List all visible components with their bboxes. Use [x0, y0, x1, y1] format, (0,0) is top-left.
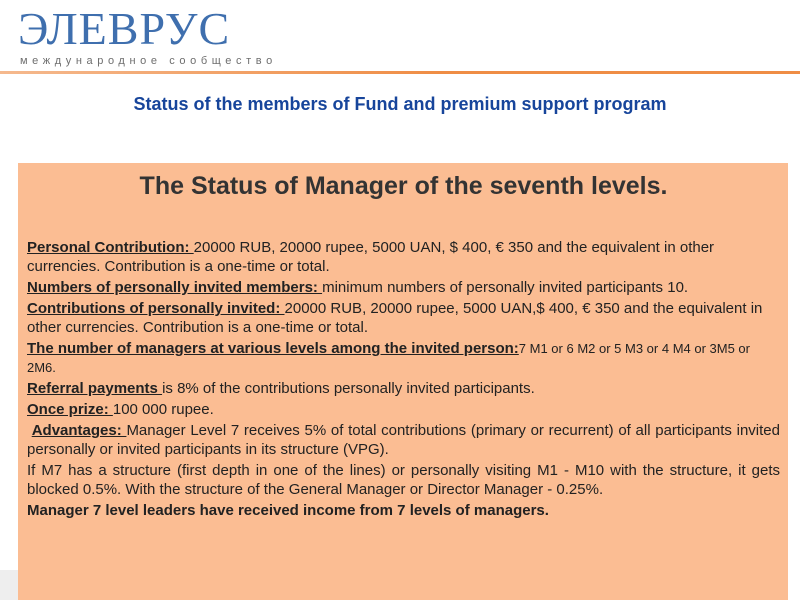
invited-members-text: minimum numbers of personally invited participants 10.: [322, 279, 689, 296]
once-prize-text: 100 000 rupee.: [112, 401, 214, 418]
once-prize-label: Once prize:: [27, 401, 113, 418]
bottom-left-strip: [0, 570, 18, 600]
managers-count-label: The number of managers at various levels among the invited person:: [27, 340, 519, 357]
structure-blocking-text: If M7 has a structure (first depth in one of the lines) or personally visiting M1 - M10 with the structure, it gets blocked 0.5%. With the structure of the General Manager or Director Manager - 0.25%.: [27, 462, 780, 498]
referral-payments-item: [27, 379, 780, 398]
logo-tagline: международное сообщество: [20, 55, 277, 67]
structure-blocking-item: [27, 461, 780, 499]
advantages-item: [27, 421, 780, 459]
card-heading: The Status of Manager of the seventh levels.: [139, 172, 668, 200]
invited-contributions-item: [27, 299, 780, 337]
leader-income-item: [27, 501, 780, 520]
managers-count-text: 7 M1 or 6 M2 or 5 M3 or 4 M4 or 3M5 or 2M6.: [27, 341, 750, 375]
referral-payments-label: Referral payments: [27, 380, 163, 397]
invited-contributions-text: 20000 RUB, 20000 rupee, 5000 UAN,$ 400, € 350 and the equivalent in other currencies. Contribution is a one-time or total.: [27, 300, 763, 336]
personal-contribution-label: Personal Contribution:: [27, 239, 194, 256]
invited-members-label: Numbers of personally invited members:: [27, 279, 323, 296]
page-title: Status of the members of Fund and premium support program: [133, 94, 667, 114]
personal-contribution-text: 20000 RUB, 20000 rupee, 5000 UAN, $ 400, € 350 and the equivalent in other currencies. Contribution is a one-time or total.: [27, 239, 715, 275]
invited-contributions-label: Contributions of personally invited:: [27, 300, 285, 317]
advantages-label: Advantages:: [31, 422, 127, 439]
invited-members-item: [27, 278, 780, 297]
status-details: [27, 238, 780, 520]
leader-income-text: Manager 7 level leaders have received income from 7 levels of managers.: [27, 502, 549, 519]
advantages-text: Manager Level 7 receives 5% of total contributions (primary or recurrent) of all participants invited personally or invited participants in its structure (VPG).: [27, 422, 780, 458]
header-divider: [0, 71, 800, 74]
referral-payments-text: is 8% of the contributions personally invited participants.: [162, 380, 535, 397]
logo-wordmark: ЭЛЕВРУС: [18, 3, 231, 54]
personal-contribution-item: [27, 238, 780, 276]
status-card: [18, 163, 788, 600]
once-prize-item: [27, 400, 780, 419]
managers-count-item: [27, 339, 780, 377]
elevrus-logo: [18, 3, 277, 68]
